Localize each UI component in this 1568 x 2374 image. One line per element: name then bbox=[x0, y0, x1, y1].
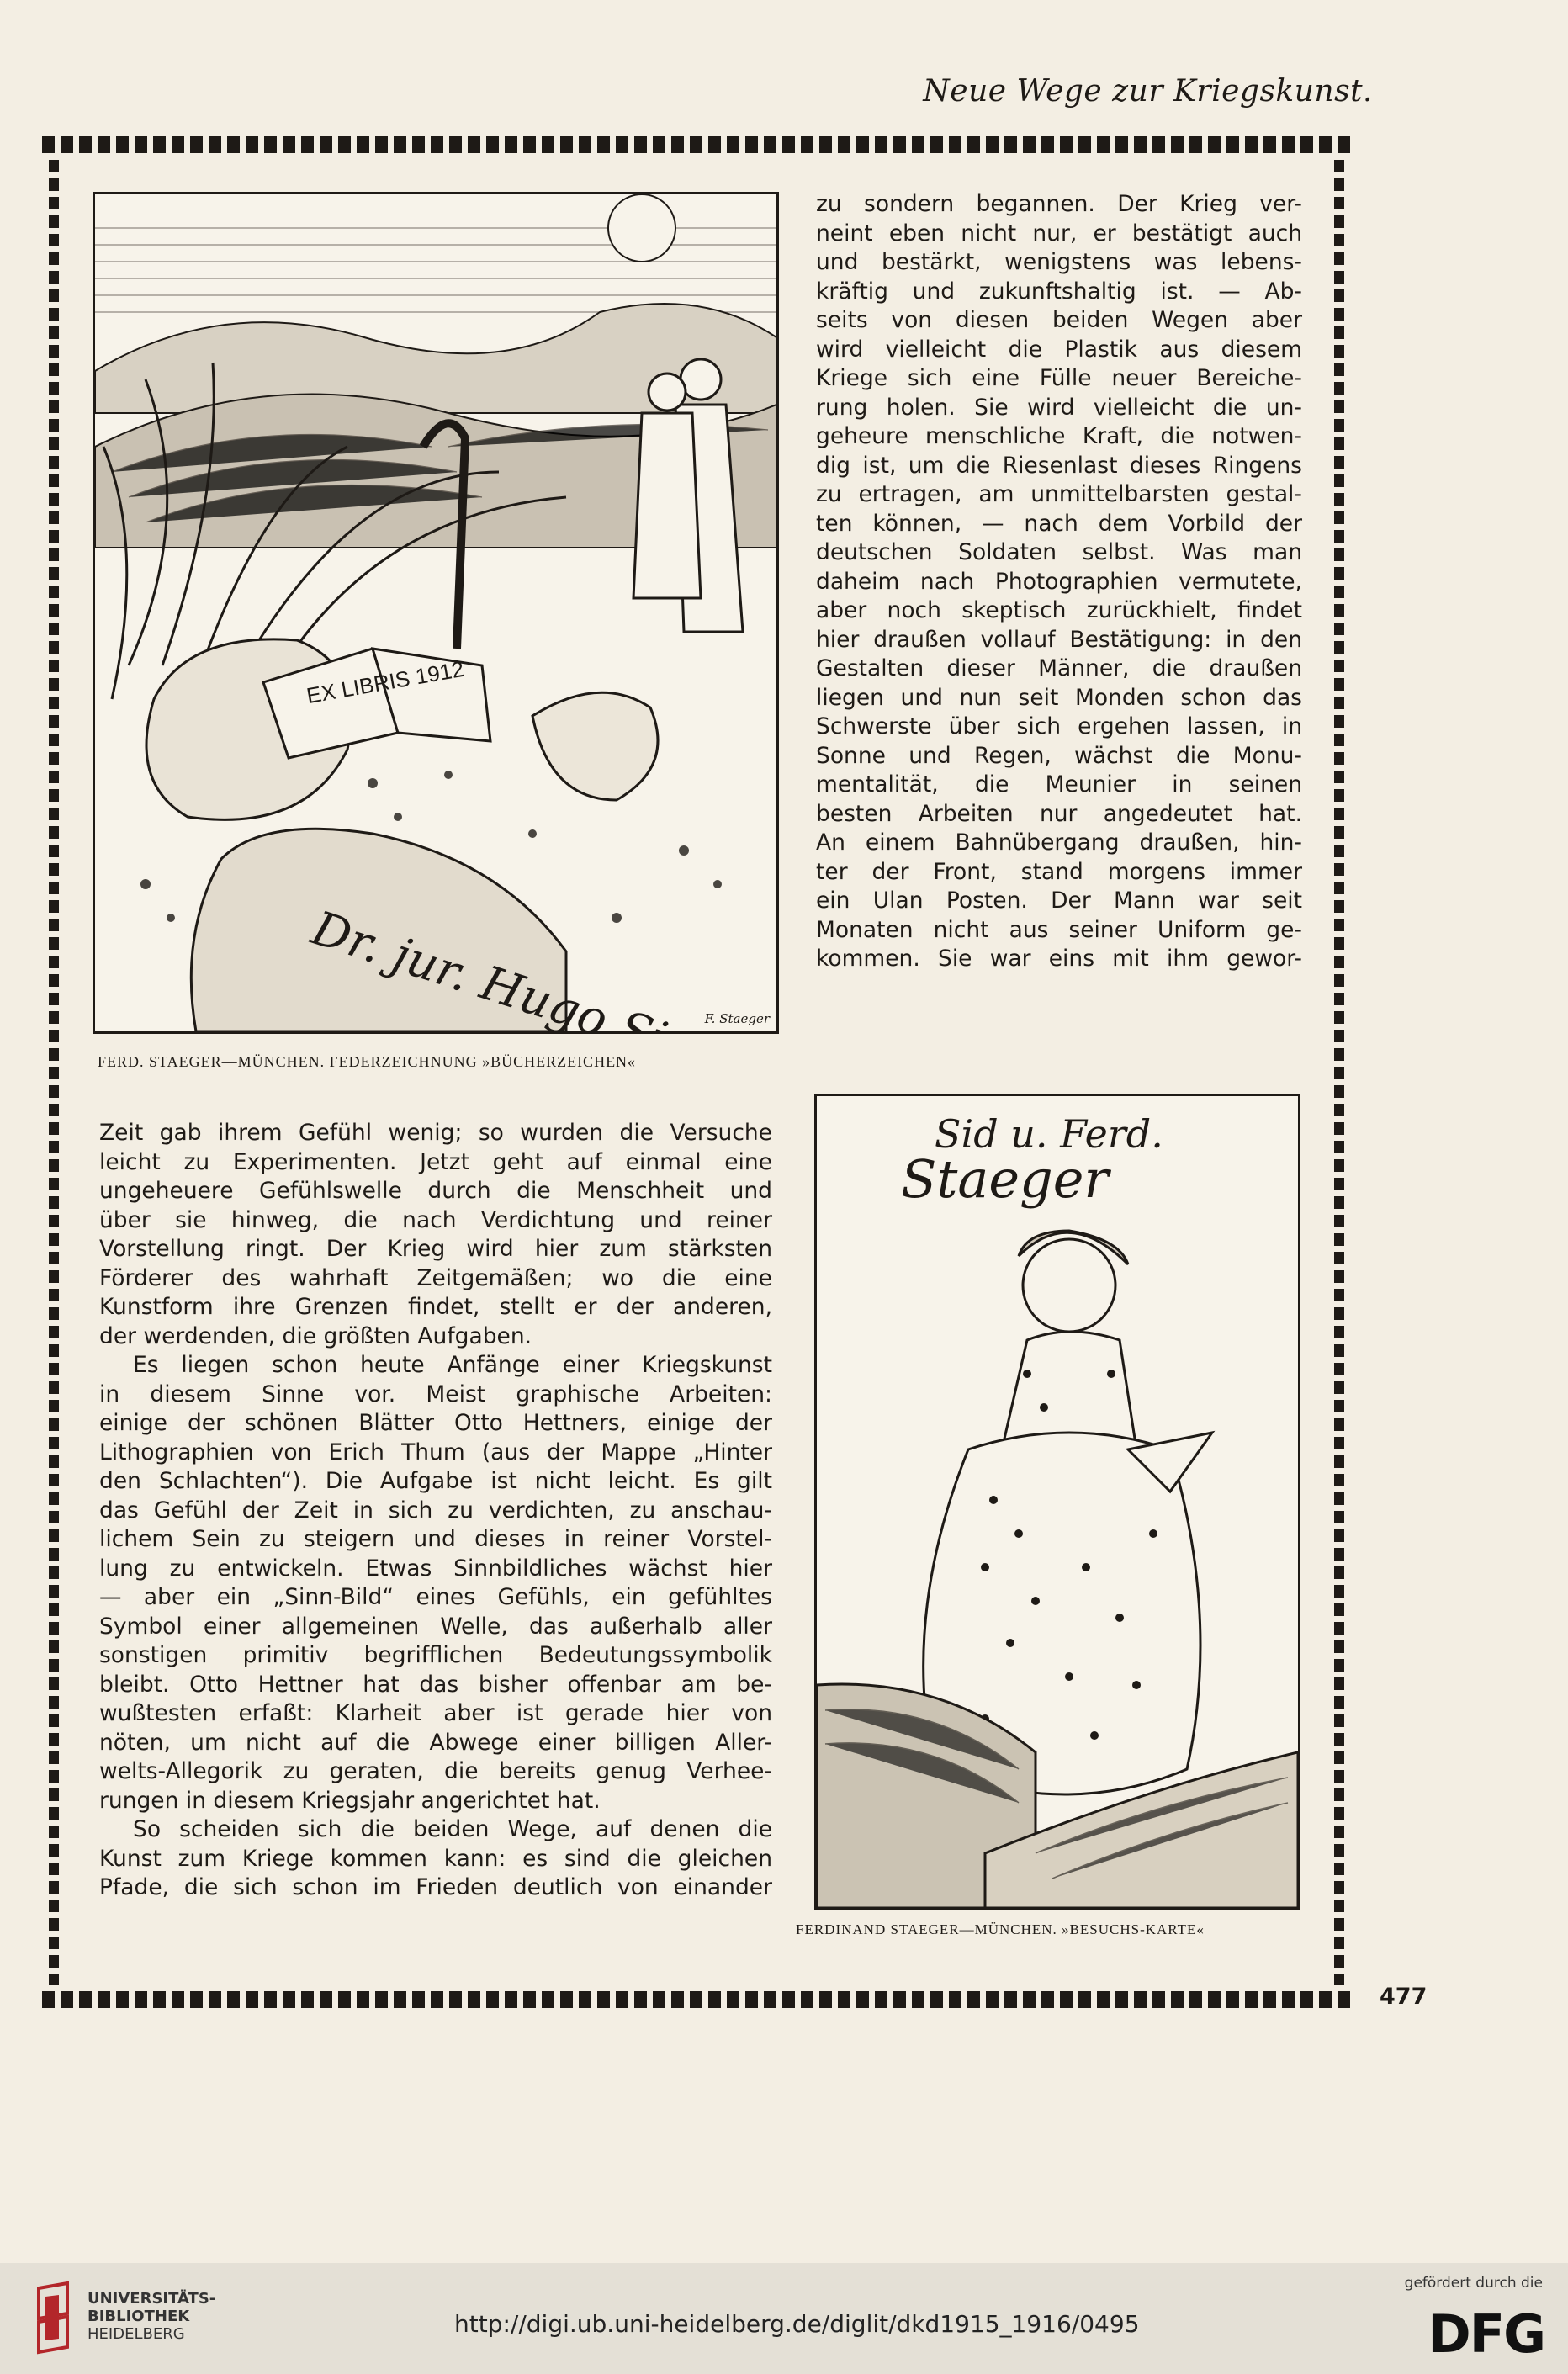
text-line: Es liegen schon heute Anfänge einer Kriegskunst bbox=[133, 1352, 772, 1378]
ex-libris-signature: F. Staeger bbox=[704, 1011, 770, 1026]
text-line: Kunstform ihre Grenzen findet, stellt er der anderen, bbox=[99, 1294, 772, 1320]
text-line: Kriege sich eine Fülle neuer Bereiche- bbox=[816, 365, 1302, 391]
text-line: lung zu entwickeln. Etwas Sinnbildliches wächst hier bbox=[99, 1555, 772, 1582]
text-line: Zeit gab ihrem Gefühl wenig; so wurden die Versuche bbox=[99, 1120, 772, 1146]
text-line: daheim nach Photographien vermutete, bbox=[816, 568, 1302, 595]
library-name-line3: HEIDELBERG bbox=[87, 2325, 185, 2343]
text-line: zu sondern begannen. Der Krieg ver- bbox=[816, 191, 1302, 217]
running-title: Neue Wege zur Kriegskunst. bbox=[923, 74, 1373, 109]
text-line: deutschen Soldaten selbst. Was man bbox=[816, 539, 1302, 565]
text-line: An einem Bahnübergang draußen, hin- bbox=[816, 829, 1302, 856]
text-line: — aber ein „Sinn-Bild“ eines Gefühls, ein gefühltes bbox=[99, 1584, 772, 1610]
text-line: ein Ulan Posten. Der Mann war seit bbox=[816, 888, 1302, 914]
visiting-card-script-line2: Staeger bbox=[901, 1148, 1110, 1210]
text-line: nöten, um nicht auf die Abwege einer billigen Aller- bbox=[99, 1729, 772, 1756]
text-line: über sie hinweg, die nach Verdichtung und reiner bbox=[99, 1206, 772, 1233]
text-line: hier draußen vollauf Bestätigung: in den bbox=[816, 626, 1302, 653]
text-line: kommen. Sie war eins mit ihm gewor- bbox=[816, 946, 1302, 972]
text-line: aber noch skeptisch zurückhielt, findet bbox=[816, 597, 1302, 623]
text-line: So scheiden sich die beiden Wege, auf denen die bbox=[133, 1816, 772, 1842]
text-line: ungeheuere Gefühlswelle durch die Menschheit und bbox=[99, 1178, 772, 1204]
dfg-logo: DFG bbox=[1428, 2303, 1544, 2365]
text-line: Pfade, die sich schon im Frieden deutlich von einander bbox=[99, 1874, 772, 1900]
text-line: in diesem Sinne vor. Meist graphische Arbeiten: bbox=[99, 1380, 772, 1407]
university-library-logo-icon bbox=[34, 2280, 72, 2355]
text-line: den Schlachten“). Die Aufgabe ist nicht leicht. Es gilt bbox=[99, 1468, 772, 1494]
text-line: der werdenden, die größten Aufgaben. bbox=[99, 1322, 532, 1349]
border-right bbox=[1334, 160, 1344, 1985]
ex-libris-illustration bbox=[93, 192, 779, 1034]
text-line: welts-Allegorik zu geraten, die bereits genug Verhee- bbox=[99, 1758, 772, 1784]
text-line: Sonne und Regen, wächst die Monu- bbox=[816, 742, 1302, 769]
document-url[interactable]: http://digi.ub.uni-heidelberg.de/diglit/dkd1915_1916/0495 bbox=[454, 2310, 1140, 2338]
text-line: rung holen. Sie wird vielleicht die un- bbox=[816, 394, 1302, 421]
text-line: dig ist, um die Riesenlast dieses Ringens bbox=[816, 452, 1302, 479]
text-line: lichem Sein zu steigern und dieses in reiner Vorstel- bbox=[99, 1526, 772, 1552]
visiting-card-illustration bbox=[814, 1094, 1300, 1910]
library-name bbox=[87, 2290, 215, 2343]
text-line: wird vielleicht die Plastik aus diesem bbox=[816, 336, 1302, 363]
ex-libris-owner-text: Dr. jur. Hugo bbox=[305, 901, 615, 1034]
text-line: Gestalten dieser Männer, die draußen bbox=[816, 655, 1302, 681]
text-line: bleibt. Otto Hettner hat das bisher offenbar am be- bbox=[99, 1671, 772, 1698]
text-line: kräftig und zukunftshaltig ist. — Ab- bbox=[816, 278, 1302, 305]
border-bottom bbox=[42, 1991, 1351, 2008]
ex-libris-book-text: EX LIBRIS 1912 bbox=[305, 655, 466, 709]
text-line: ter der Front, stand morgens immer bbox=[816, 858, 1302, 885]
visiting-card-caption: FERDINAND STAEGER—MÜNCHEN. »BESUCHS-KARTE« bbox=[796, 1921, 1205, 1937]
right-column-text bbox=[816, 190, 1302, 974]
text-line: Kunst zum Kriege kommen kann: es sind die gleichen bbox=[99, 1845, 772, 1872]
text-line: einige der schönen Blätter Otto Hettners, einige der bbox=[99, 1410, 772, 1436]
text-line: Vorstellung ringt. Der Krieg wird hier zum stärksten bbox=[99, 1236, 772, 1262]
text-line: Lithographien von Erich Thum (aus der Mappe „Hinter bbox=[99, 1439, 772, 1465]
border-top bbox=[42, 136, 1351, 153]
text-line: und bestärkt, wenigstens was lebens- bbox=[816, 249, 1302, 275]
text-line: liegen und nun seit Monden schon das bbox=[816, 684, 1302, 711]
text-line: rungen in diesem Kriegsjahr angerichtet hat. bbox=[99, 1787, 601, 1814]
text-line: geheure menschliche Kraft, die notwen- bbox=[816, 423, 1302, 449]
text-line: wußtesten erfaßt: Klarheit aber ist gerade hier von bbox=[99, 1700, 772, 1726]
text-line: Schwerste über sich ergehen lassen, in bbox=[816, 713, 1302, 739]
visiting-card-script-line1: Sid u. Ferd. bbox=[935, 1111, 1163, 1157]
text-line: das Gefühl der Zeit in sich zu verdichten, zu anschau- bbox=[99, 1497, 772, 1523]
left-column-text bbox=[99, 1119, 772, 1903]
text-line: ten können, — nach dem Vorbild der bbox=[816, 510, 1302, 537]
page-number: 477 bbox=[1380, 1984, 1428, 2010]
text-line: sonstigen primitiv begrifflichen Bedeutungssymbolik bbox=[99, 1642, 772, 1668]
text-line: Monaten nicht aus seiner Uniform ge- bbox=[816, 916, 1302, 943]
text-line: Förderer des wahrhaft Zeitgemäßen; wo die eine bbox=[99, 1264, 772, 1291]
border-left bbox=[49, 160, 59, 1985]
text-line: neint eben nicht nur, er bestätigt auch bbox=[816, 220, 1302, 246]
funded-by-label: gefördert durch die bbox=[1404, 2275, 1543, 2292]
ex-libris-caption: FERD. STAEGER—MÜNCHEN. FEDERZEICHNUNG »BÜCHERZEICHEN« bbox=[98, 1053, 637, 1070]
text-line: besten Arbeiten nur angedeutet hat. bbox=[816, 800, 1302, 827]
text-line: leicht zu Experimenten. Jetzt geht auf einmal eine bbox=[99, 1148, 772, 1175]
text-line: Symbol einer allgemeinen Welle, das außerhalb aller bbox=[99, 1613, 772, 1640]
text-line: seits von diesen beiden Wegen aber bbox=[816, 307, 1302, 333]
text-line: zu ertragen, am unmittelbarsten gestal- bbox=[816, 481, 1302, 507]
library-name-line1: UNIVERSITÄTS- bbox=[87, 2290, 216, 2308]
text-line: mentalität, die Meunier in seinen bbox=[816, 771, 1302, 798]
library-name-line2: BIBLIOTHEK bbox=[87, 2308, 190, 2325]
